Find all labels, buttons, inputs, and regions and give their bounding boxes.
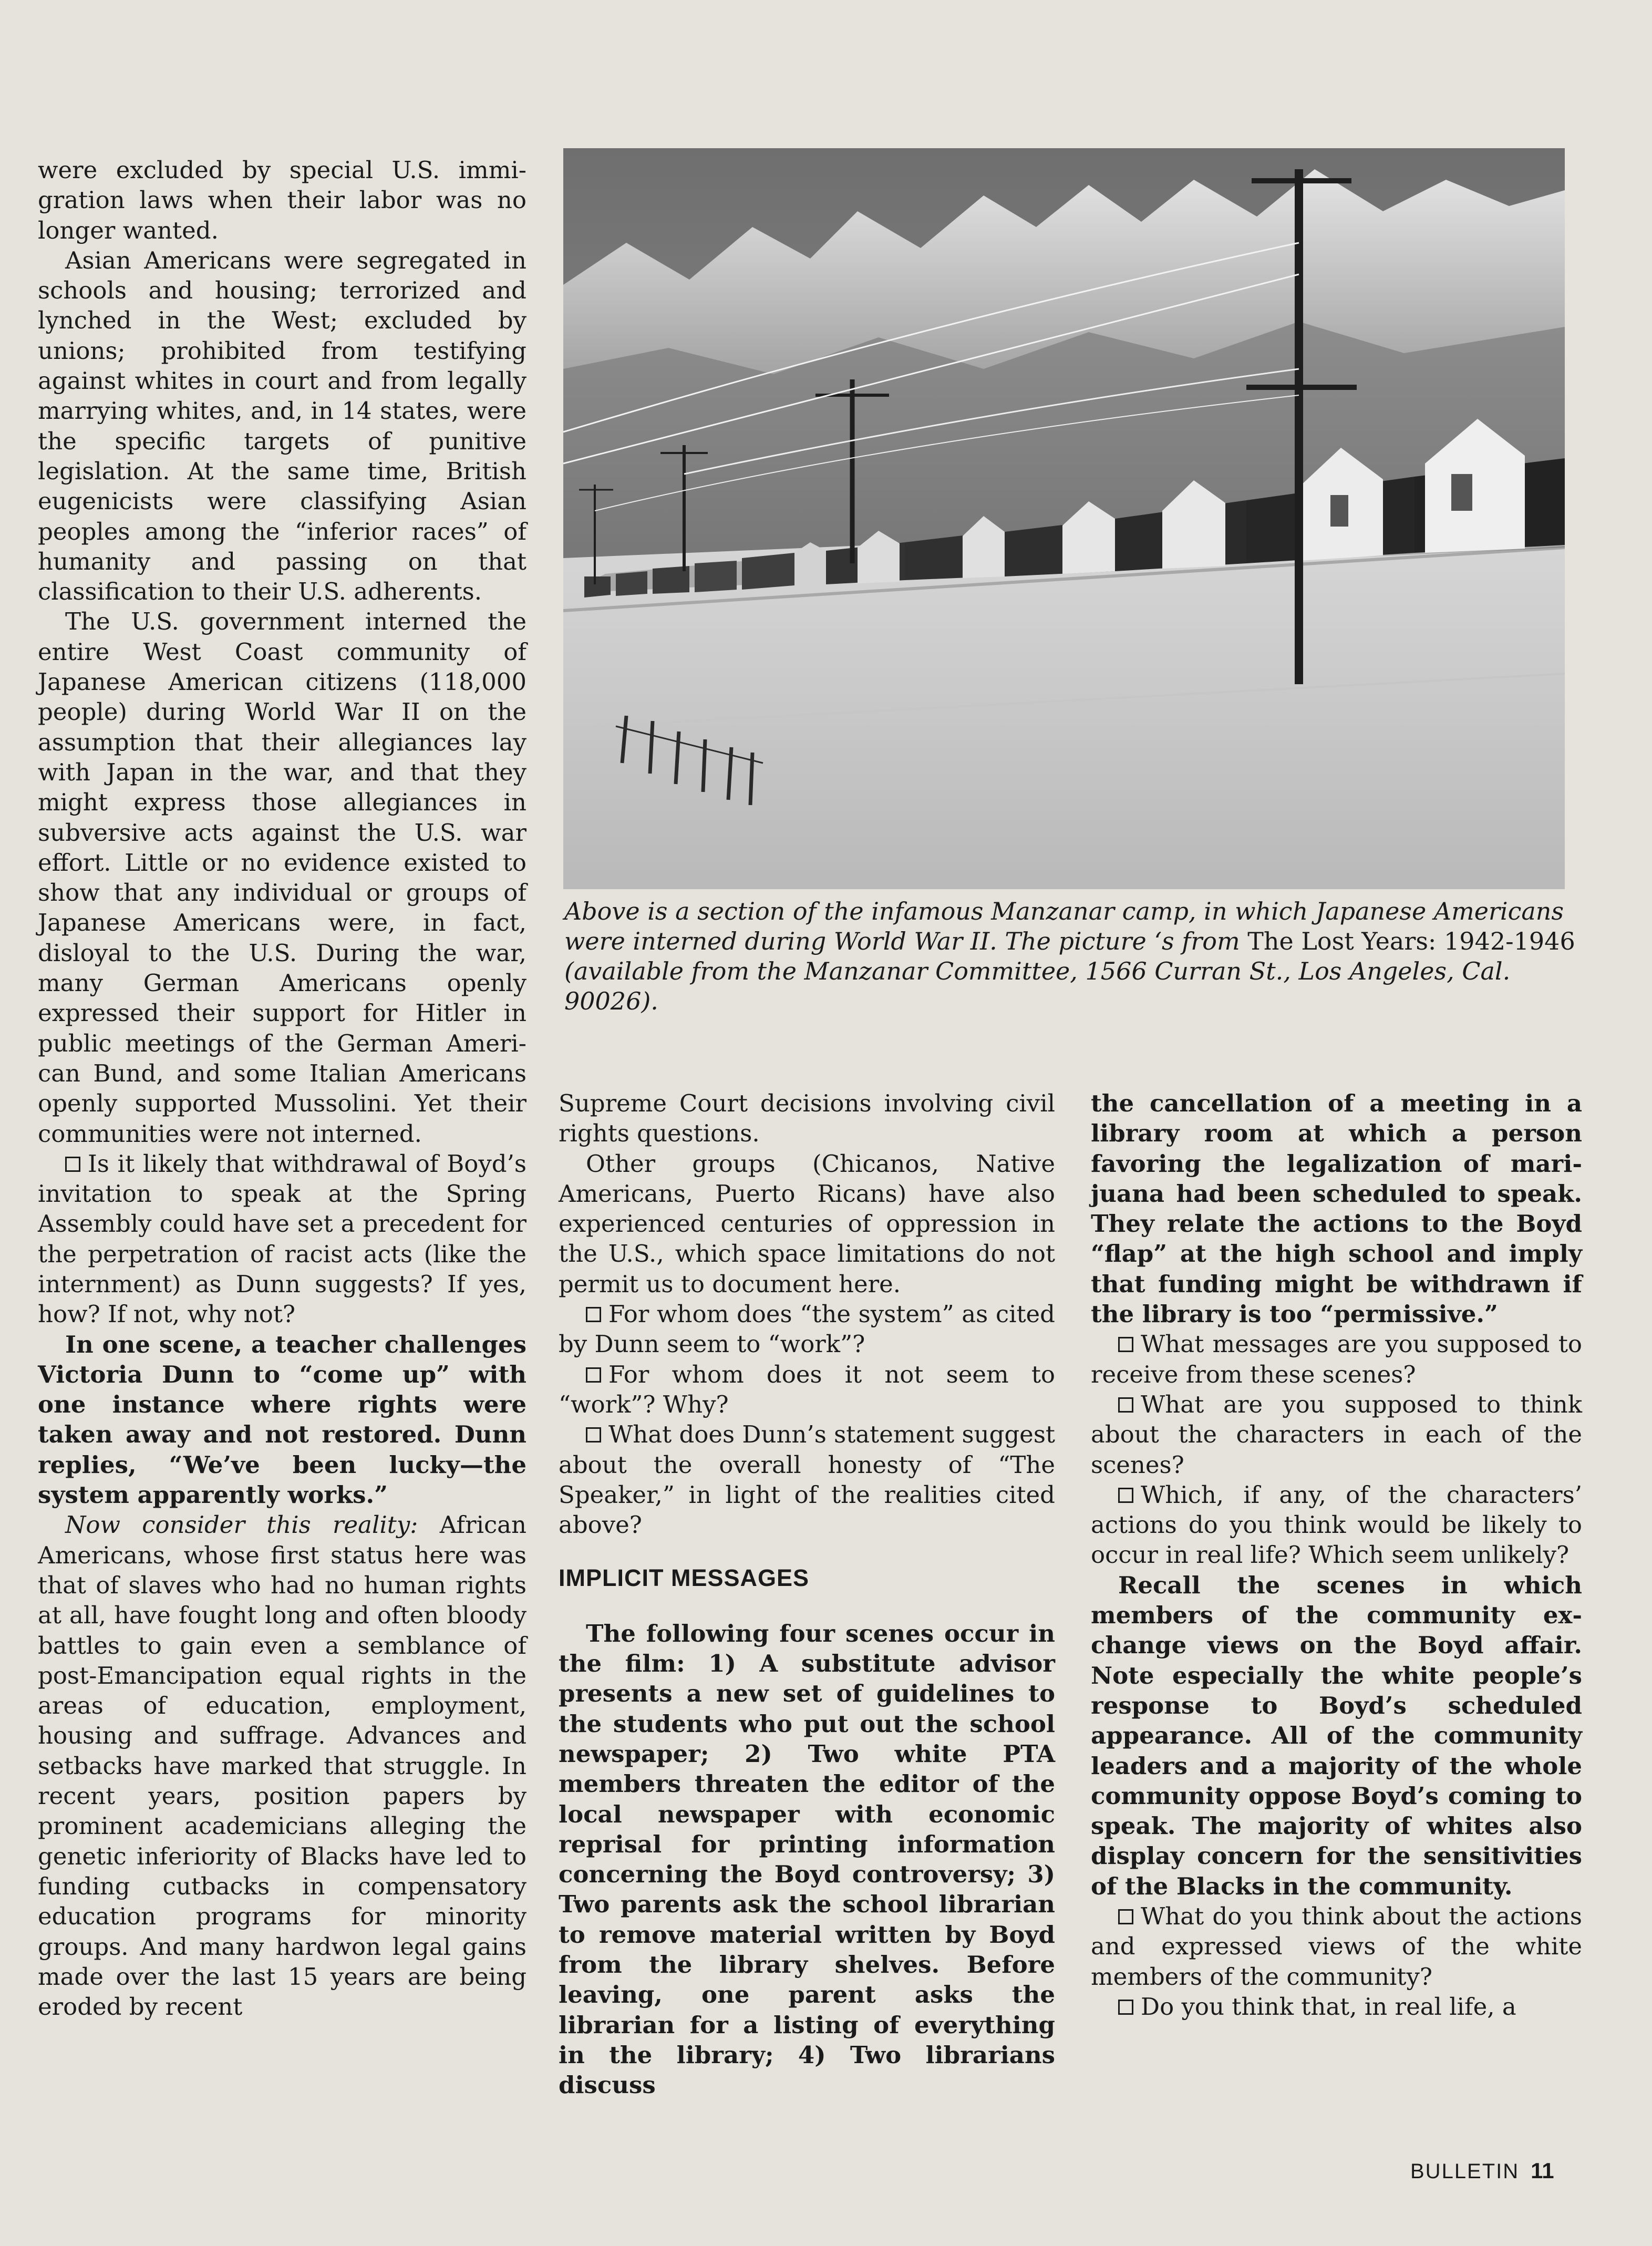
question-text: What do you think about the actions and expressed views of the white members of the community? xyxy=(1091,1902,1582,1991)
discussion-question xyxy=(559,1299,1055,1359)
page-number: 11 xyxy=(1531,2158,1554,2183)
page-footer xyxy=(1410,2158,1554,2183)
checkbox-icon xyxy=(586,1307,601,1322)
section-heading: IMPLICIT MESSAGES xyxy=(559,1564,810,1592)
column-left xyxy=(38,155,526,2022)
caption-book-title: The Lost Years: 1942-1946 xyxy=(1247,927,1575,955)
paragraph: The U.S. government interned the entire West Coast community of Japanese American citizens (118,000 people) during World War II on the assumption that their allegiances lay with Japan in the war, and that they might express those allegiances in subversive acts against the U.S. war effort. Little or no evidence existed to show that any individual or groups of Japanese Americans were, in fact, disloyal to the U.S. During the war, many German Americans openly expressed their support for Hitler in public meetings of the German American Bund, and some Italian Americans openly supported Mussolini. Yet their communities were not interned. xyxy=(38,607,526,1148)
publication-name: BULLETIN xyxy=(1410,2160,1520,2183)
checkbox-icon xyxy=(1118,1909,1133,1924)
checkbox-icon xyxy=(586,1367,601,1383)
question-text: What does Dunn’s statement suggest about the overall honesty of “The Speaker,” in light of the realities cited above? xyxy=(559,1420,1055,1539)
checkbox-icon xyxy=(586,1427,601,1443)
question-text: For whom does it not seem to “work”? Why? xyxy=(559,1360,1055,1418)
question-text: What are you supposed to think about the characters in each of the scenes? xyxy=(1091,1390,1582,1479)
paragraph xyxy=(38,1510,526,2022)
discussion-question xyxy=(559,1419,1055,1540)
discussion-question xyxy=(559,1359,1055,1420)
checkbox-icon xyxy=(1118,2000,1133,2015)
paragraph-bold: Recall the scenes in which members of the community exchange views on the Boyd affair. Note especially the white people’s response to Boyd’s scheduled appearance. All of the community leaders and a majority of the whole community oppose Boyd’s coming to speak. The majority of whites also display concern for the sensitivities of the Blacks in the community. xyxy=(1091,1571,1582,1900)
paragraph: Other groups (Chicanos, Native Americans, Puerto Ricans) have also experienced centuries of oppression in the U.S., which space limitations do not permit us to document here. xyxy=(559,1149,1055,1298)
checkbox-icon xyxy=(65,1157,80,1172)
paragraph-bold: In one scene, a teacher challenges Victoria Dunn to “come up” with one instance where rights were taken away and not restored. Dunn replies, “We’ve been lucky—the system apparently works.” xyxy=(38,1330,526,1509)
question-text: What messages are you supposed to receive from these scenes? xyxy=(1091,1330,1582,1388)
caption-text: (available from the Manzanar Committee, 1566 Curran St., Los Angeles, Cal. 90026). xyxy=(564,957,1511,1015)
photo-caption xyxy=(564,897,1576,1016)
column-middle xyxy=(559,1088,1055,2100)
caption-text: Above is a section of the infamous Manzanar camp, in which Japanese Americans were interned during World War II. The picture ‘s from xyxy=(564,897,1564,955)
column-right xyxy=(1091,1088,1582,2022)
manzanar-photo xyxy=(563,148,1565,889)
checkbox-icon xyxy=(1118,1337,1133,1352)
question-text: Is it likely that withdrawal of Boyd’s invitation to speak at the Spring Assembly could have set a precedent for the perpetration of racist acts (like the internment) as Dunn suggests? If yes, how? If not, why not? xyxy=(38,1149,526,1328)
discussion-question xyxy=(1091,1480,1582,1570)
question-text: Which, if any, of the characters’ actions do you think would be likely to occur in real life? Which seem unlikely? xyxy=(1091,1480,1582,1569)
paragraph-bold: The following four scenes occur in the film: 1) A substitute advisor presents a new set of guidelines to the students who put out the school newspaper; 2) Two white PTA members threaten the editor of the local newspaper with economic reprisal for printing information concerning the Boyd controversy; 3) Two parents ask the school librarian to remove material written by Boyd from the library shelves. Before leaving, one parent asks the librarian for a listing of everything in the library; 4) Two librarians discuss xyxy=(559,1619,1055,2099)
paragraph: Asian Americans were segregated in schools and housing; terrorized and lynched in the West; excluded by unions; prohibited from testifying against whites in court and from legally marrying whites, and, in 14 states, were the specific targets of punitive legislation. At the same time, British eugenicists were classifying Asian peoples among the “inferior races” of humanity and passing on that classification to their U.S. adherents. xyxy=(38,246,526,606)
paragraph-text: African Americans, whose first status here was that of slaves who had no human rights at all, have fought long and often bloody battles to gain even a semblance of post-Emancipation equal rights in the areas of education, employment, housing and suffrage. Advances and setbacks have marked that struggle. In recent years, position papers by prominent academicians alleging the genetic inferiority of Blacks have led to funding cutbacks in compensatory education programs for minority groups. And many hardwon legal gains made over the last 15 years are being eroded by recent xyxy=(38,1511,526,2021)
discussion-question xyxy=(1091,1992,1582,2022)
question-text: Do you think that, in real life, a xyxy=(1141,1992,1516,2021)
paragraph: Supreme Court decisions involving civil rights questions. xyxy=(559,1089,1055,1148)
discussion-question xyxy=(1091,1329,1582,1389)
paragraph: were excluded by special U.S. immigration laws when their labor was no longer wanted. xyxy=(38,156,526,244)
discussion-question xyxy=(1091,1901,1582,1992)
checkbox-icon xyxy=(1118,1488,1133,1503)
lead-phrase: Now consider this reality: xyxy=(65,1511,418,1539)
discussion-question xyxy=(38,1149,526,1330)
question-text: For whom does “the system” as cited by Dunn seem to “work”? xyxy=(559,1300,1055,1358)
paragraph-bold: the cancellation of a meeting in a library room at which a person favoring the legalization of marijuana had been scheduled to speak. They relate the actions to the Boyd “flap” at the high school and imply that funding might be withdrawn if the library is too “permissive.” xyxy=(1091,1089,1582,1328)
discussion-question xyxy=(1091,1389,1582,1480)
checkbox-icon xyxy=(1118,1397,1133,1413)
